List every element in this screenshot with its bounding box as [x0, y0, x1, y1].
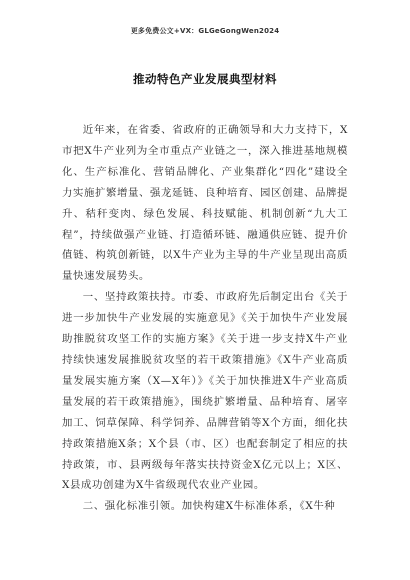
- header-note: 更多免费公文+VX：GLGeGongWen2024: [130, 27, 280, 35]
- paragraph-intro: 近年来，在省委、省政府的正确领导和大力支持下，X市把X牛产业列为全市重点产业链之一，深入推进基地规模化、生产标准化、营销品牌化、产业集群化“四化”建设全力实施扩繁增量、强龙延链、良种培育、园区创建、品牌提升、秸秆变肉、绿色发展、科技赋能、机制创新“九大工程”，持续做强产业链、打造循环链、融通供应链、提升价值链、构筑创新链，以X牛产业为主导的牛产业呈现出高质量快速发展势头。: [62, 124, 348, 283]
- document-title: 推动特色产业发展典型材料: [133, 72, 277, 86]
- paragraph-policy-support: 一、坚持政策扶持。市委、市政府先后制定出台《关于进一步加快牛产业发展的实施意见》《关于加快牛产业发展助推脱贫攻坚工作的实施方案》《关于进一步支持X牛产业持续快速发展推脱贫攻坚的若干政策措施》《X牛产业高质量发展实施方案（X—X年）》《关于加快推进X牛产业高质量发展的若干政策措施》，围绕扩繁增量、品种培育、屠宰加工、饲草保障、科学饲养、品牌营销等X个方面，细化扶持政策措施X条；X个县（市、区）也配套制定了相应的扶持政策，市、县两级每年落实扶持资金X亿元以上；X区、X县成功创建为X牛省级现代农业产业园。: [62, 291, 348, 492]
- paragraph-standards: 二、强化标准引领。加快构建X牛标准体系，《X牛种: [82, 500, 336, 513]
- document-body: [62, 120, 348, 517]
